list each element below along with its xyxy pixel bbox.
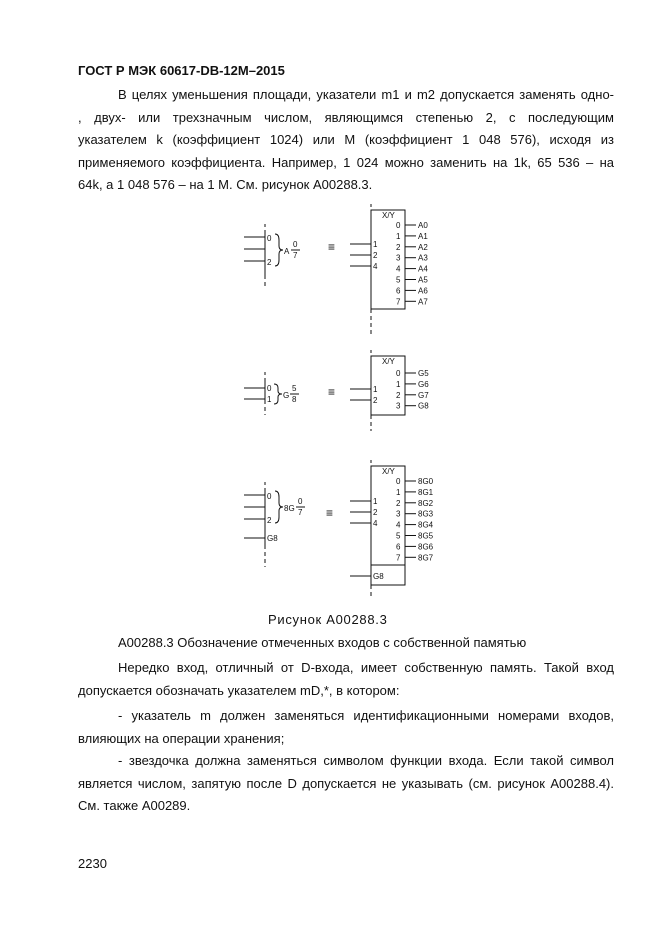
output-number: 1: [396, 487, 401, 497]
output-label: G5: [418, 369, 429, 378]
input-number: 1: [373, 385, 378, 394]
text-line: A00288.3 Обозначение отмеченных входов с собственной памятью: [118, 635, 527, 650]
text-line: является числом, запятую после D допускается не указывать (см. рисунок A00288.4).: [78, 775, 614, 791]
text-line: допускается обозначать указателем mD,*, в котором:: [78, 682, 400, 698]
text-line: В целях уменьшения площади, указатели m1 и m2 допускается заменять одно-: [118, 87, 614, 102]
output-label: G7: [418, 390, 429, 400]
input-number: 2: [267, 516, 272, 525]
equivalence-sign: ≡: [328, 240, 336, 254]
output-number: 3: [396, 509, 401, 519]
output-number: 1: [396, 231, 401, 241]
output-number: 7: [396, 553, 401, 563]
fraction-top: 0: [298, 497, 303, 506]
output-label: 8G6: [418, 542, 434, 552]
symbol-label: A: [284, 247, 290, 256]
input-number: 2: [373, 251, 378, 260]
diagram-1-right: [350, 204, 428, 336]
fraction-top: 0: [293, 240, 298, 249]
output-label: 8G2: [418, 498, 434, 508]
output-label: A0: [418, 221, 428, 230]
equivalence-sign: ≡: [328, 385, 336, 399]
input-number: 4: [373, 262, 378, 271]
output-label: A2: [418, 242, 428, 252]
output-label: A4: [418, 264, 428, 274]
section-paragraph-1: [78, 657, 614, 702]
output-label: 8G7: [418, 553, 434, 563]
output-label: A7: [418, 297, 428, 307]
output-number: 1: [396, 379, 401, 389]
figure-caption: Рисунок A00288.3: [268, 612, 388, 627]
output-label: G8: [418, 401, 429, 411]
block-label: X/Y: [382, 211, 395, 220]
output-label: 8G4: [418, 520, 434, 530]
text-line: См. также A00289.: [78, 798, 191, 813]
output-label: A3: [418, 253, 428, 263]
input-number: 4: [373, 519, 378, 528]
output-number: 3: [396, 401, 401, 411]
output-number: 5: [396, 275, 401, 285]
output-label: A5: [418, 275, 428, 285]
equivalence-sign: ≡: [326, 506, 334, 520]
block-label: X/Y: [382, 357, 395, 366]
output-number: 4: [396, 264, 401, 274]
input-number: 2: [267, 258, 272, 267]
diagram-3-right: [350, 460, 434, 598]
diagram-2-right: [350, 350, 429, 431]
document-header: ГОСТ Р МЭК 60617-DB-12M–2015: [78, 63, 285, 78]
output-number: 6: [396, 286, 401, 296]
output-number: 2: [396, 242, 401, 252]
text-line: указателем k (коэффициент 1024) или M (коэффициент 1 048 576), исходя из: [78, 132, 614, 147]
text-line: - звездочка должна заменяться символом функции входа. Если такой символ: [118, 753, 614, 768]
symbol-label: G: [283, 391, 290, 400]
output-number: 0: [396, 477, 401, 486]
input-number: 2: [373, 508, 378, 517]
text-line: , двух- или трехзначным числом, являющимся степенью 2, с последующим: [78, 109, 614, 125]
input-number: 1: [373, 240, 378, 249]
output-label: A6: [418, 286, 428, 296]
input-number: 0: [267, 492, 272, 501]
text-line: - указатель m должен заменяться идентификационными номерами входов,: [118, 708, 614, 723]
output-label: 8G0: [418, 477, 434, 486]
output-label: A1: [418, 231, 428, 241]
section-paragraph-3: [78, 750, 614, 818]
output-number: 6: [396, 542, 401, 552]
page-number: 2230: [78, 856, 107, 871]
output-label: 8G3: [418, 509, 434, 519]
fraction-top: 5: [292, 384, 297, 393]
output-number: 0: [396, 221, 401, 230]
symbol-label: 8G: [284, 504, 295, 513]
fraction-bottom: 8: [292, 395, 297, 404]
output-number: 5: [396, 531, 401, 541]
section-paragraph-2: [78, 705, 614, 750]
diagram-1-left: [244, 224, 300, 287]
input-number: 0: [267, 234, 272, 243]
output-label: 8G5: [418, 531, 434, 541]
output-label: G6: [418, 379, 429, 389]
output-number: 2: [396, 390, 401, 400]
output-number: 3: [396, 253, 401, 263]
text-line: 64k, а 1 048 576 – на 1 M. См. рисунок A00288.3.: [78, 177, 373, 192]
input-number: 1: [267, 395, 272, 404]
input-number: 2: [373, 396, 378, 405]
input-letter: 0: [267, 384, 272, 393]
bottom-input-label: G8: [373, 572, 384, 581]
text-line: Нередко вход, отличный от D-входа, имеет собственную память. Такой вход: [118, 660, 614, 675]
output-number: 7: [396, 297, 401, 307]
text-line: применяемого коэффициента. Например, 1 024 можно заменить на 1k, 65 536 – на: [78, 154, 614, 170]
fraction-bottom: 7: [293, 251, 298, 260]
text-line: влияющих на операции хранения;: [78, 730, 285, 746]
output-number: 4: [396, 520, 401, 530]
fraction-bottom: 7: [298, 508, 303, 517]
output-number: 0: [396, 369, 401, 378]
input-number: 1: [373, 497, 378, 506]
diagram-3-left: [244, 482, 305, 567]
input-label: G8: [267, 534, 278, 543]
output-label: 8G1: [418, 487, 434, 497]
section-heading: [78, 632, 614, 655]
diagram-2-left: [244, 372, 299, 415]
output-number: 2: [396, 498, 401, 508]
block-label: X/Y: [382, 467, 395, 476]
